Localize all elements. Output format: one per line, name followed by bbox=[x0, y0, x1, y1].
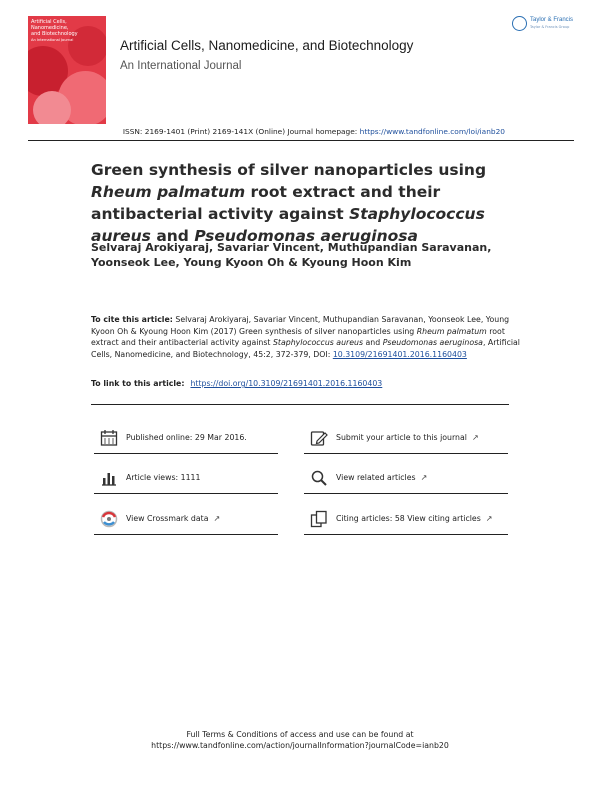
publisher-name: Taylor & Francis bbox=[530, 17, 574, 23]
article-title: Green synthesis of silver nanoparticles using Rheum palmatum root extract and their antibacterial activity against Staphylococcus aureus and Pseudomonas aeruginosa bbox=[91, 161, 487, 245]
article-link bbox=[91, 379, 382, 388]
journal-homepage-link[interactable]: https://www.tandfonline.com/loi/ianb20 bbox=[359, 127, 505, 136]
related-articles-link[interactable] bbox=[304, 462, 508, 494]
article-views-count: Article views: 1111 bbox=[126, 473, 201, 482]
article-views-item bbox=[94, 462, 278, 494]
external-link-icon: ↗ bbox=[213, 514, 221, 523]
citing-articles-label: Citing articles: 58 View citing articles bbox=[336, 514, 481, 523]
article-authors: Selvaraj Arokiyaraj, Savariar Vincent, Muthupandian Saravanan, Yoonseok Lee, Young Kyoon Oh & Kyoung Hoon Kim bbox=[91, 241, 492, 269]
published-online-item bbox=[94, 422, 278, 454]
journal-cover-image bbox=[28, 16, 106, 124]
bar-chart-icon bbox=[100, 469, 118, 487]
external-link-icon: ↗ bbox=[420, 473, 428, 482]
published-date: Published online: 29 Mar 2016. bbox=[126, 433, 247, 442]
header-divider bbox=[28, 140, 574, 141]
related-articles-label: View related articles bbox=[336, 473, 416, 482]
external-link-icon: ↗ bbox=[485, 514, 493, 523]
footer-terms-url[interactable]: https://www.tandfonline.com/action/journalInformation?journalCode=ianb20 bbox=[151, 741, 449, 750]
issn-line bbox=[123, 127, 505, 136]
submit-article-link[interactable] bbox=[304, 422, 508, 454]
crossmark-link[interactable] bbox=[94, 503, 278, 535]
external-link-icon: ↗ bbox=[471, 433, 479, 442]
article-doi-url[interactable]: https://doi.org/10.3109/21691401.2016.1160403 bbox=[190, 379, 383, 388]
link-label: To link to this article: bbox=[91, 379, 185, 388]
cover-title: Artificial Cells, Nanomedicine, and Biotechnology An International Journal bbox=[31, 19, 78, 42]
publisher-tagline: Taylor & Francis Group bbox=[530, 25, 570, 29]
issn-text: ISSN: 2169-1401 (Print) 2169-141X (Online) Journal homepage: bbox=[122, 127, 358, 136]
footer-terms: Full Terms & Conditions of access and use can be found at bbox=[186, 730, 414, 739]
citation-divider bbox=[91, 404, 509, 405]
crossmark-label: View Crossmark data bbox=[126, 514, 209, 523]
submit-article-label: Submit your article to this journal bbox=[336, 433, 467, 442]
citation-block: To cite this article: Selvaraj Arokiyaraj, Savariar Vincent, Muthupandian Saravanan, Yoonseok Lee, Young Kyoon Oh & Kyoung Hoon Kim (2017) Green synthesis of silver nanoparticles using Rheum palmatum root extract and their antibacterial activity against Staphylococcus aureus and Pseudomonas aeruginosa, Artificial Cells, Nanomedicine, and Biotechnology, 45:2, 372-379, DOI: 10.3109/21691401.2016.1160403 bbox=[91, 315, 520, 360]
crossmark-icon bbox=[100, 510, 118, 528]
publisher-logo-icon bbox=[512, 16, 527, 31]
footer bbox=[0, 729, 600, 751]
doi-link[interactable]: 10.3109/21691401.2016.1160403 bbox=[332, 350, 467, 360]
citation-label: To cite this article: bbox=[91, 315, 173, 324]
calendar-icon bbox=[100, 429, 118, 447]
journal-title: Artificial Cells, Nanomedicine, and Biotechnology bbox=[120, 38, 414, 53]
citing-articles-link[interactable] bbox=[304, 503, 508, 535]
search-icon bbox=[310, 469, 328, 487]
publisher-logo[interactable] bbox=[512, 14, 580, 36]
edit-icon bbox=[310, 429, 328, 447]
copy-documents-icon bbox=[310, 510, 328, 528]
journal-subtitle: An International Journal bbox=[120, 60, 242, 72]
